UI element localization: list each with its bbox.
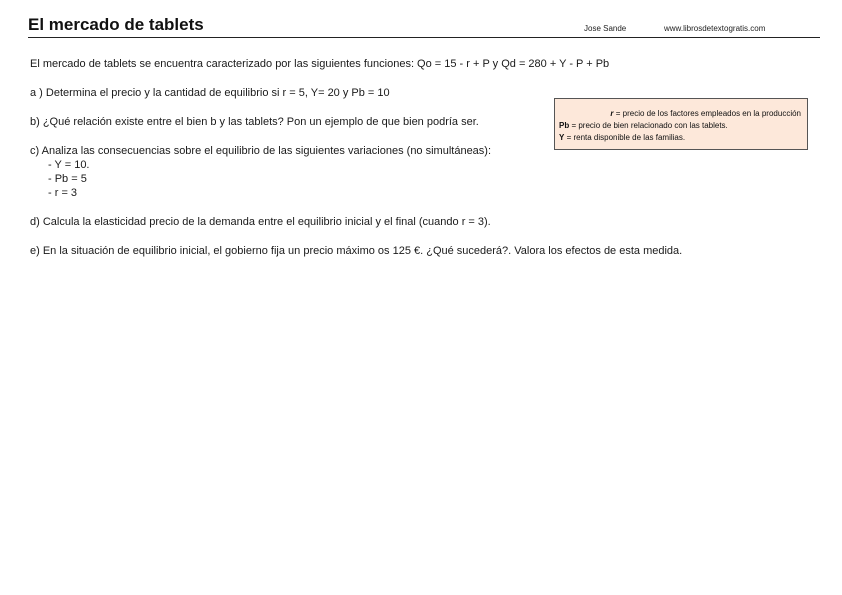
legend-text-r: = precio de los factores empleados en la producción (613, 109, 801, 118)
question-c-item: - r = 3 (48, 187, 78, 199)
author-name: Jose Sande (584, 24, 627, 33)
legend-text-pb: = precio de bien relacionado con las tablets. (569, 121, 728, 130)
legend-key-r: r (610, 109, 614, 118)
legend-row-pb (559, 120, 801, 132)
question-d: d) Calcula la elasticidad precio de la demanda entre el equilibrio inicial y el final (cuando r = 3). (30, 216, 491, 228)
intro-text: El mercado de tablets se encuentra caracterizado por las siguientes funciones: Qo = 15 - r + P y Qd = 280 + Y - P + Pb (30, 58, 610, 70)
question-a: a ) Determina el precio y la cantidad de equilibrio si r = 5, Y= 20 y Pb = 10 (30, 87, 390, 99)
website-url: www.librosdetextogratis.com (664, 24, 766, 33)
question-c-item: - Pb = 5 (48, 173, 87, 185)
page-title: El mercado de tablets (28, 15, 204, 34)
question-b: b) ¿Qué relación existe entre el bien b y las tablets? Pon un ejemplo de que bien podría ser. (30, 116, 479, 128)
legend-text-y: = renta disponible de las familias. (564, 133, 686, 142)
legend-row-r (559, 108, 801, 120)
legend-key-pb: Pb (559, 121, 570, 130)
question-c: c) Analiza las consecuencias sobre el equilibrio de las siguientes variaciones (no simultáneas): (30, 145, 492, 157)
question-c-item: - Y = 10. (48, 159, 90, 171)
question-e: e) En la situación de equilibrio inicial, el gobierno fija un precio máximo os 125 €. ¿Qué sucederá?. Valora los efectos de esta medida. (30, 245, 683, 257)
variables-legend-box (554, 98, 808, 150)
legend-key-y: Y (559, 133, 565, 142)
legend-row-y (559, 132, 801, 144)
page-header (28, 15, 820, 38)
